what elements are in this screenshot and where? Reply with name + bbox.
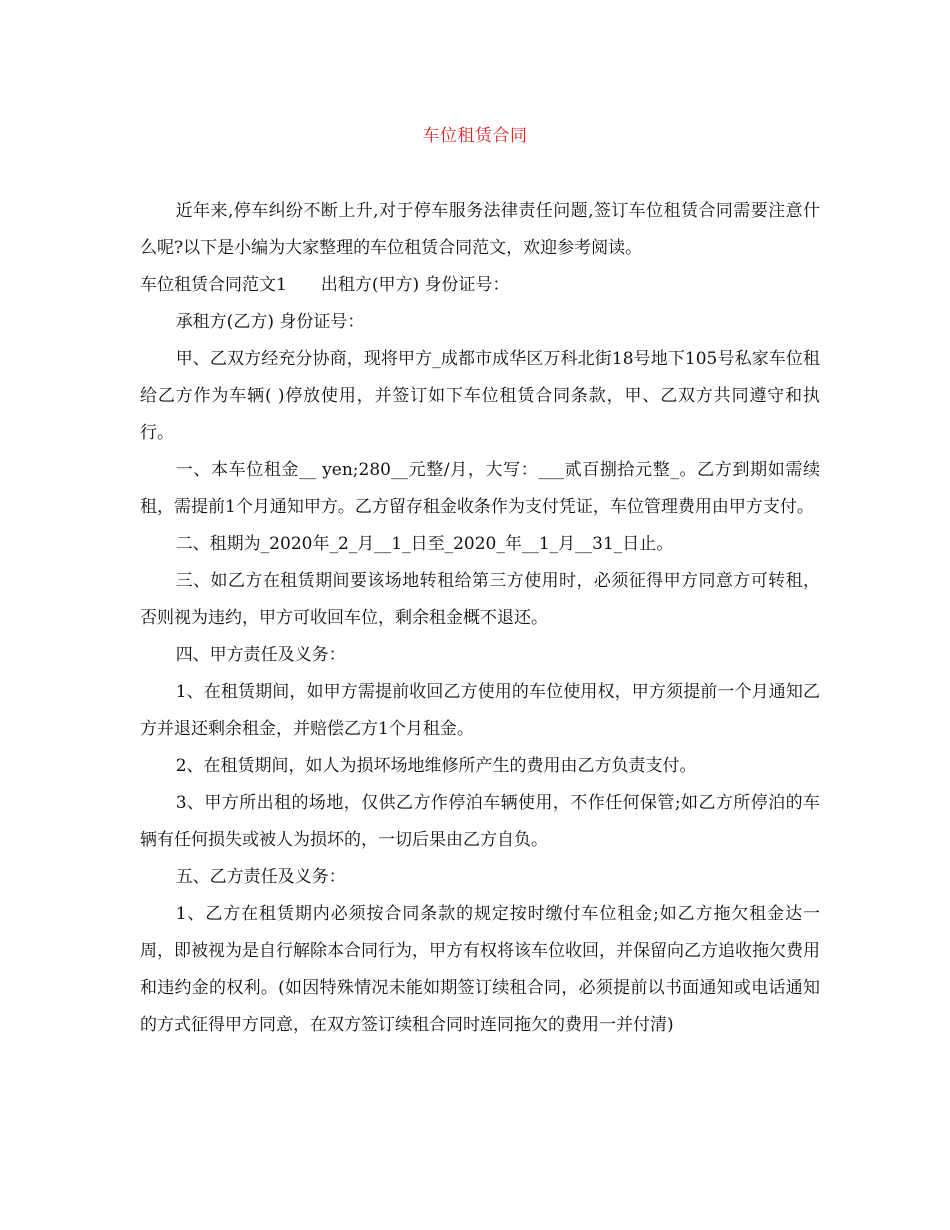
paragraph: 一、本车位租金__ yen;280__元整/月，大写：___贰百捌拾元整_。乙方到期如需续租，需提前1个月通知甲方。乙方留存租金收条作为支付凭证，车位管理费用由甲方支付。 <box>140 460 820 517</box>
paragraph: 车位租赁合同范文1 出租方(甲方) 身份证号： <box>140 275 510 295</box>
paragraph: 近年来,停车纠纷不断上升,对于停车服务法律责任问题,签订车位租赁合同需要注意什么呢?以下是小编为大家整理的车位租赁合同范文，欢迎参考阅读。 <box>140 201 820 258</box>
paragraph: 甲、乙双方经充分协商，现将甲方_成都市成华区万科北街18号地下105号私家车位租给乙方作为车辆( )停放使用，并签订如下车位租赁合同条款，甲、乙双方共同遵守和执行。 <box>140 349 820 443</box>
paragraph: 二、租期为_2020年_2_月__1_日至_2020_年__1_月__31_日止。 <box>175 534 674 554</box>
paragraph: 四、甲方责任及义务： <box>175 645 346 665</box>
paragraph: 2、在租赁期间，如人为损坏场地维修所产生的费用由乙方负责支付。 <box>175 756 697 776</box>
paragraph: 1、乙方在租赁期内必须按合同条款的规定按时缴付车位租金;如乙方拖欠租金达一周，即被视为是自行解除本合同行为，甲方有权将该车位收回，并保留向乙方追收拖欠费用和违约金的权利。(如因特殊情况未能如期签订续租合同，必须提前以书面通知或电话通知的方式征得甲方同意，在双方签订续租合同时连同拖欠的费用一并付清) <box>140 904 820 1035</box>
paragraph: 承租方(乙方) 身份证号： <box>175 312 365 332</box>
document-body <box>140 193 820 1044</box>
document-title: 车位租赁合同 <box>422 126 528 146</box>
paragraph: 1、在租赁期间，如甲方需提前收回乙方使用的车位使用权，甲方须提前一个月通知乙方并退还剩余租金，并赔偿乙方1个月租金。 <box>140 682 820 739</box>
paragraph: 3、甲方所出租的场地，仅供乙方作停泊车辆使用，不作任何保管;如乙方所停泊的车辆有任何损失或被人为损坏的，一切后果由乙方自负。 <box>140 793 820 850</box>
paragraph: 三、如乙方在租赁期间要该场地转租给第三方使用时，必须征得甲方同意方可转租，否则视为违约，甲方可收回车位，剩余租金概不退还。 <box>140 571 820 628</box>
paragraph: 五、乙方责任及义务： <box>175 867 346 887</box>
